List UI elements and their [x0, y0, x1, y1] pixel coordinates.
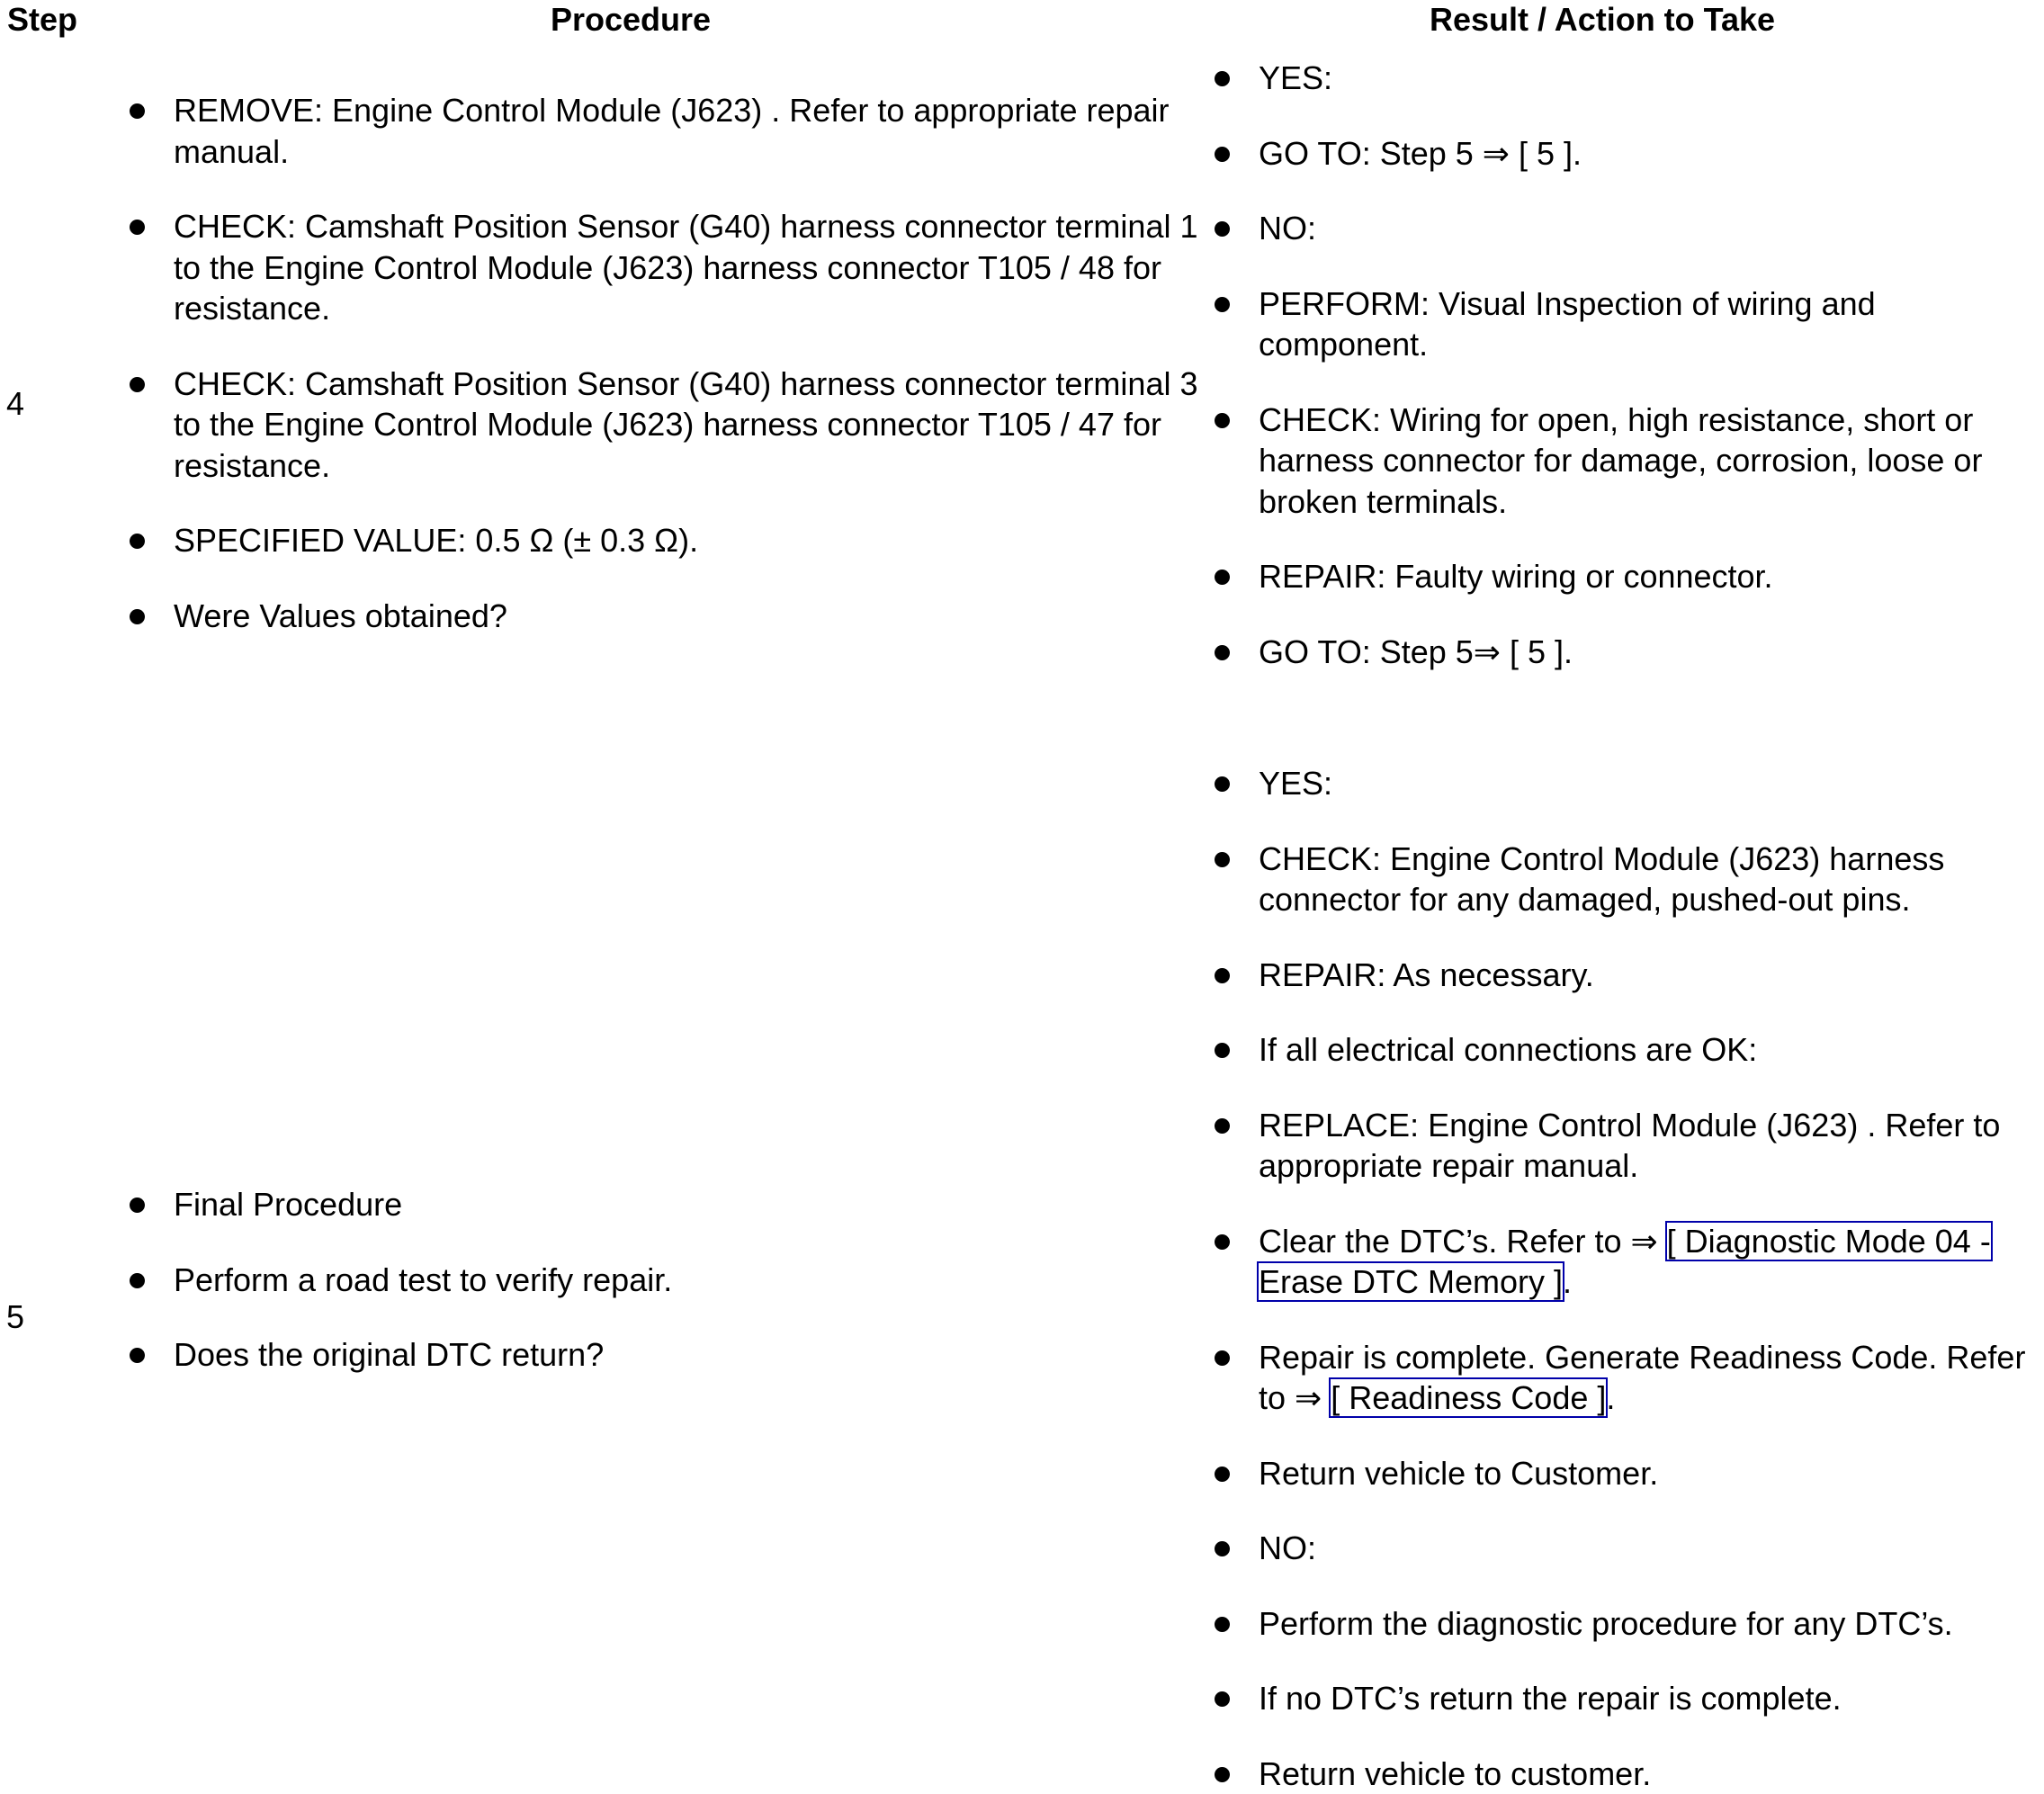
bullet-icon — [1215, 221, 1230, 237]
list-item — [1259, 283, 2044, 365]
column-header-procedure: Procedure — [551, 0, 711, 40]
list-item-text: REPAIR: Faulty wiring or connector. — [1259, 558, 1773, 595]
bullet-icon — [1215, 645, 1230, 660]
list-item-text: REMOVE: Engine Control Module (J623) . Refer to appropriate repair manual. — [174, 92, 1170, 170]
bullet-icon — [130, 377, 145, 392]
list-item-text: Does the original DTC return? — [174, 1336, 604, 1373]
list-item-text: Repair is complete. Generate Readiness Code. Refer to ⇒ — [1259, 1339, 2025, 1417]
list-item — [1259, 632, 2044, 673]
bullet-icon — [130, 1348, 145, 1363]
list-item — [174, 596, 1199, 637]
list-item-text-end: . — [1563, 1263, 1572, 1300]
bullet-icon — [130, 534, 145, 549]
list-item — [174, 1184, 1199, 1225]
readiness-code-link[interactable]: [ Readiness Code ] — [1331, 1379, 1606, 1416]
list-item-text: Return vehicle to customer. — [1259, 1755, 1651, 1792]
step-5-procedure-list — [174, 1184, 1199, 1376]
list-item — [1259, 1337, 2044, 1419]
list-item-text: CHECK: Engine Control Module (J623) harness connector for any damaged, pushed-out pins. — [1259, 840, 1944, 919]
list-item — [1259, 763, 2044, 804]
list-item — [1259, 1029, 2044, 1071]
column-header-result: Result / Action to Take — [1430, 0, 1775, 40]
list-item — [1259, 58, 2044, 99]
list-item — [1259, 1528, 2044, 1569]
bullet-icon — [130, 1273, 145, 1288]
bullet-icon — [130, 103, 145, 119]
bullet-icon — [1215, 1767, 1230, 1782]
bullet-icon — [130, 1197, 145, 1213]
list-item-text: If no DTC’s return the repair is complete. — [1259, 1680, 1842, 1717]
step-5-result-list — [1259, 763, 2044, 1794]
bullet-icon — [1215, 1234, 1230, 1250]
list-item — [174, 1334, 1199, 1376]
list-item — [1259, 208, 2044, 249]
bullet-icon — [1215, 1541, 1230, 1556]
list-item-text-end: . — [1606, 1379, 1615, 1416]
list-item — [174, 206, 1199, 329]
list-item — [1259, 399, 2044, 523]
list-item-text: YES: — [1259, 59, 1332, 96]
bullet-icon — [1215, 1350, 1230, 1366]
bullet-icon — [130, 220, 145, 235]
bullet-icon — [1215, 1617, 1230, 1632]
list-item — [174, 363, 1199, 487]
list-item — [174, 90, 1199, 172]
list-item-text: CHECK: Camshaft Position Sensor (G40) harness connector terminal 1 to the Engine Control Module (J623) harness connector T105 / 48 for resistance. — [174, 208, 1197, 327]
list-item — [1259, 556, 2044, 597]
bullet-icon — [1215, 1467, 1230, 1482]
list-item-text: NO: — [1259, 210, 1316, 247]
list-item-text: Were Values obtained? — [174, 597, 507, 634]
bullet-icon — [1215, 297, 1230, 312]
list-item — [1259, 133, 2044, 175]
list-item — [1259, 1453, 2044, 1494]
bullet-icon — [1215, 570, 1230, 585]
step-4-procedure-list — [174, 90, 1199, 636]
list-item — [1259, 839, 2044, 920]
step-number-5: 5 — [6, 1297, 24, 1337]
bullet-icon — [1215, 1043, 1230, 1058]
list-item — [174, 1260, 1199, 1301]
list-item-text: YES: — [1259, 765, 1332, 802]
list-item-text: Return vehicle to Customer. — [1259, 1455, 1658, 1492]
list-item — [1259, 955, 2044, 996]
list-item-text: If all electrical connections are OK: — [1259, 1031, 1757, 1068]
diagnostic-mode-04-link[interactable]: [ Diagnostic Mode 04 - Erase DTC Memory ] — [1259, 1223, 1991, 1301]
list-item-text: Perform the diagnostic procedure for any DTC’s. — [1259, 1605, 1953, 1642]
bullet-icon — [130, 609, 145, 624]
list-item-text: PERFORM: Visual Inspection of wiring and component. — [1259, 285, 1876, 363]
bullet-icon — [1215, 71, 1230, 86]
list-item-text: CHECK: Wiring for open, high resistance, short or harness connector for damage, corrosion, loose or broken terminals. — [1259, 401, 1982, 520]
step-4-result-list — [1259, 58, 2044, 672]
bullet-icon — [1215, 1691, 1230, 1707]
list-item-text: Perform a road test to verify repair. — [174, 1261, 672, 1298]
list-item-text: REPAIR: As necessary. — [1259, 956, 1594, 993]
list-item-text: CHECK: Camshaft Position Sensor (G40) harness connector terminal 3 to the Engine Control Module (J623) harness connector T105 / 47 for resistance. — [174, 365, 1197, 484]
list-item — [1259, 1221, 2044, 1303]
list-item — [1259, 1754, 2044, 1794]
list-item-text: Final Procedure — [174, 1186, 402, 1223]
bullet-icon — [1215, 852, 1230, 867]
list-item-text: GO TO: Step 5 ⇒ [ 5 ]. — [1259, 135, 1582, 172]
list-item-text: SPECIFIED VALUE: 0.5 Ω (± 0.3 Ω). — [174, 522, 698, 559]
bullet-icon — [1215, 1118, 1230, 1134]
bullet-icon — [1215, 968, 1230, 983]
column-header-step: Step — [7, 0, 77, 40]
list-item-text: REPLACE: Engine Control Module (J623) . Refer to appropriate repair manual. — [1259, 1107, 2000, 1185]
list-item — [1259, 1603, 2044, 1645]
bullet-icon — [1215, 776, 1230, 792]
list-item — [174, 520, 1199, 561]
list-item — [1259, 1105, 2044, 1187]
list-item-text: Clear the DTC’s. Refer to ⇒ — [1259, 1223, 1667, 1260]
list-item-text: NO: — [1259, 1529, 1316, 1566]
bullet-icon — [1215, 147, 1230, 162]
list-item — [1259, 1678, 2044, 1719]
bullet-icon — [1215, 413, 1230, 428]
list-item-text: GO TO: Step 5⇒ [ 5 ]. — [1259, 633, 1573, 670]
step-number-4: 4 — [6, 384, 24, 424]
